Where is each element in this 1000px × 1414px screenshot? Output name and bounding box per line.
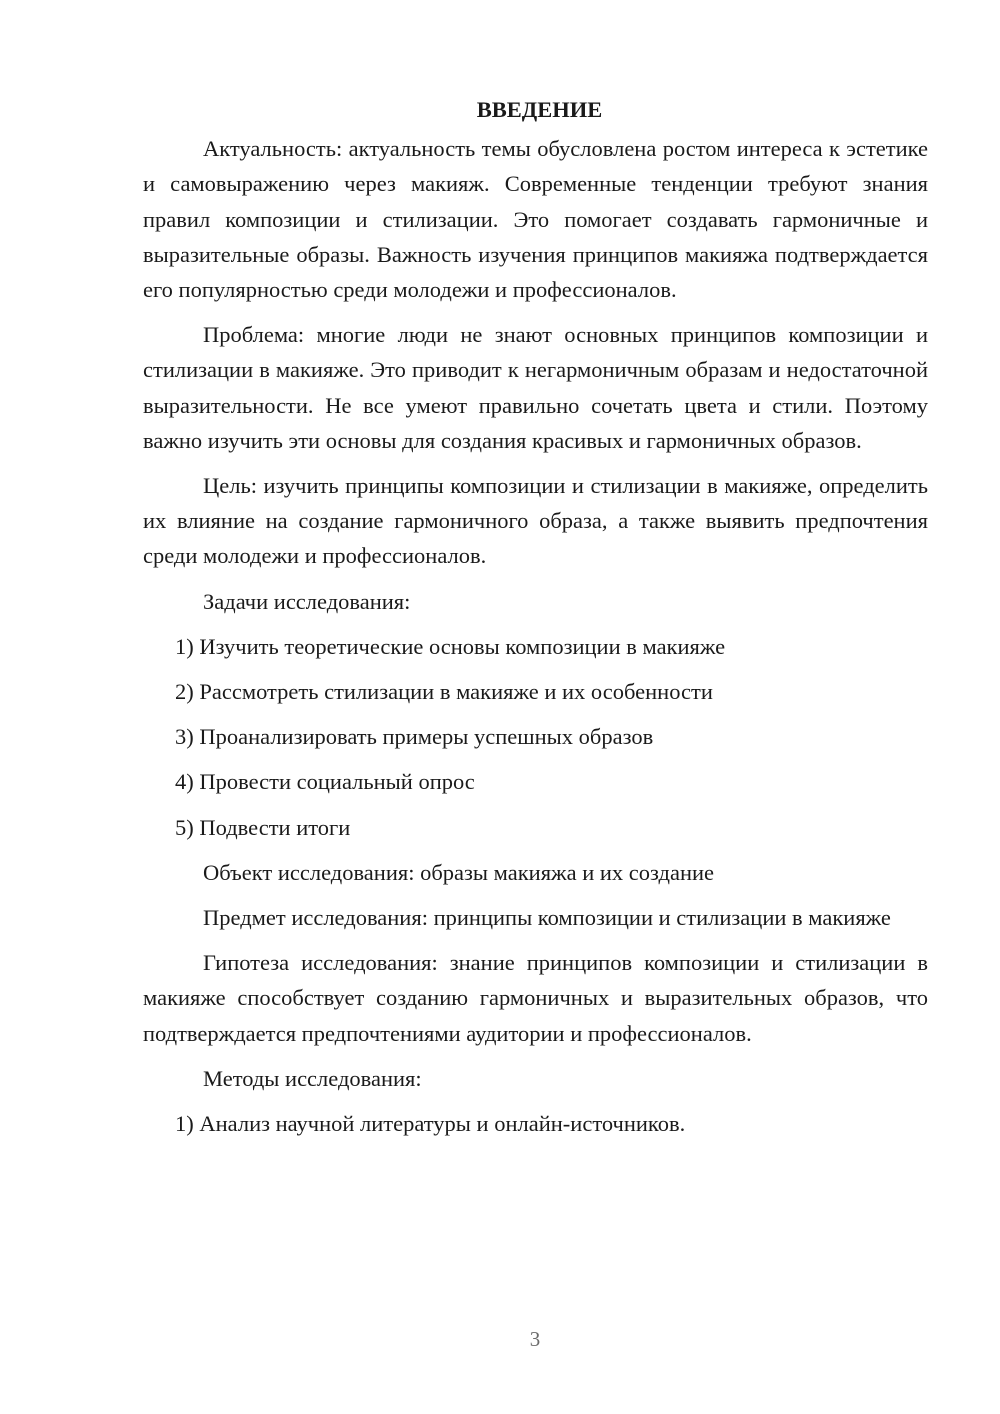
page-number: 3 [529,1327,541,1351]
goal-paragraph: Цель: изучить принципы композиции и стилизации в макияже, определить их влияние на создание гармоничного образа, а также выявить предпочтения среди молодежи и профессионалов. [143,473,928,569]
task-item: 4) Провести социальный опрос [175,769,475,795]
tasks-heading: Задачи исследования: [203,588,411,614]
page-content [143,92,928,1151]
method-item: 1) Анализ научной литературы и онлайн-источников. [175,1111,686,1137]
task-item: 2) Рассмотреть стилизации в макияже и их особенности [175,679,713,705]
object-paragraph: Объект исследования: образы макияжа и их создание [203,859,715,885]
methods-heading: Методы исследования: [203,1065,422,1091]
section-heading: ВВЕДЕНИЕ [476,97,603,122]
subject-paragraph: Предмет исследования: принципы композиции и стилизации в макияже [203,905,891,931]
methods-list [143,1106,928,1141]
task-item: 5) Подвести итоги [175,814,351,840]
hypothesis-paragraph: Гипотеза исследования: знание принципов композиции и стилизации в макияже способствует созданию гармоничных и выразительных образов, что подтверждается предпочтениями аудитории и профессионалов. [143,950,928,1046]
problem-paragraph: Проблема: многие люди не знают основных принципов композиции и стилизации в макияже. Это приводит к негармоничным образам и недостаточной выразительности. Не все умеют правильно сочетать цвета и стили. Поэтому важно изучить эти основы для создания красивых и гармоничных образов. [143,322,928,453]
relevance-paragraph: Актуальность: актуальность темы обусловлена ростом интереса к эстетике и самовыражению через макияж. Современные тенденции требуют знания правил композиции и стилизации. Это помогает создавать гармоничные и выразительные образы. Важность изучения принципов макияжа подтверждается его популярностью среди молодежи и профессионалов. [143,136,928,303]
task-item: 3) Проанализировать примеры успешных образов [175,724,654,750]
task-item: 1) Изучить теоретические основы композиции в макияже [175,633,726,659]
tasks-list [143,629,928,845]
